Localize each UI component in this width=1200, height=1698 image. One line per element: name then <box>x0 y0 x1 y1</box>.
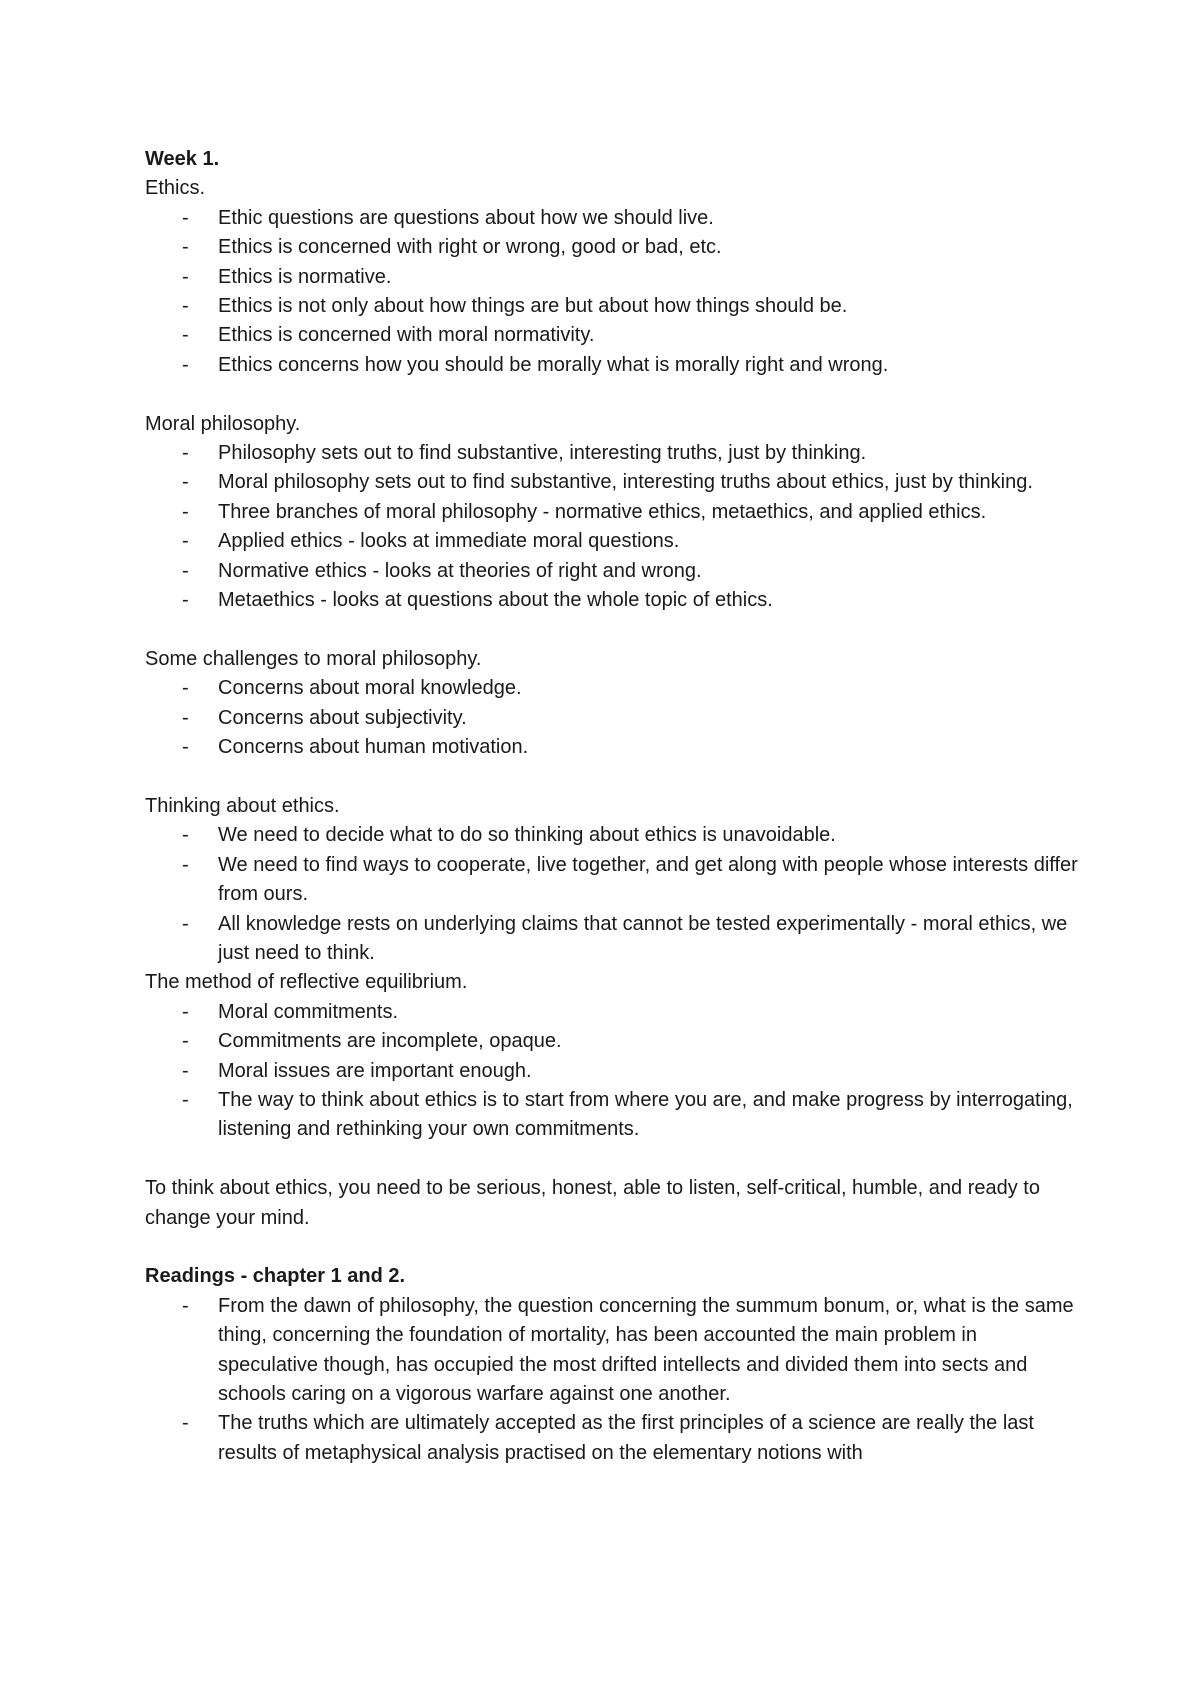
section-title-challenges: Some challenges to moral philosophy. <box>145 647 482 670</box>
list-item-text: We need to find ways to cooperate, live together, and get along with people whose interests differ from ours. <box>218 853 1078 906</box>
bullet-dash: - <box>182 295 189 318</box>
bullet-dash: - <box>182 206 189 229</box>
list-item <box>145 586 1080 615</box>
bullet-dash: - <box>182 324 189 347</box>
list-item-text: Philosophy sets out to find substantive, interesting truths, just by thinking. <box>218 442 867 465</box>
bullet-dash: - <box>182 265 189 288</box>
week-heading: Week 1. <box>145 148 220 170</box>
section-title-reflective-equilibrium: The method of reflective equilibrium. <box>145 971 468 994</box>
list-item-text: Moral issues are important enough. <box>218 1059 532 1082</box>
list-item-text: Ethics is concerned with moral normativity. <box>218 324 595 347</box>
list-item-text: Commitments are incomplete, opaque. <box>218 1030 562 1053</box>
bullet-dash: - <box>182 500 189 523</box>
blank-line <box>145 1145 1080 1174</box>
list-item-text: Ethics concerns how you should be morally what is morally right and wrong. <box>218 353 889 376</box>
list-item-text: Ethics is normative. <box>218 265 392 288</box>
closing-paragraph: To think about ethics, you need to be serious, honest, able to listen, self-critical, humble, and ready to change your mind. <box>145 1177 1040 1229</box>
list-item-text: Concerns about human motivation. <box>218 736 529 759</box>
bullet-dash: - <box>182 1059 189 1082</box>
list-item <box>145 1292 1080 1410</box>
bullet-dash: - <box>182 912 189 935</box>
blank-line <box>145 763 1080 792</box>
list-item <box>145 439 1080 468</box>
list-item-text: We need to decide what to do so thinking about ethics is unavoidable. <box>218 824 836 847</box>
list-item <box>145 351 1080 380</box>
list-item <box>145 233 1080 262</box>
section-title-thinking: Thinking about ethics. <box>145 794 340 817</box>
bullet-dash: - <box>182 736 189 759</box>
bullet-dash: - <box>182 824 189 847</box>
list-item-text: All knowledge rests on underlying claims that cannot be tested experimentally - moral ethics, we just need to think. <box>218 912 1068 964</box>
list-item <box>145 527 1080 556</box>
bullet-dash: - <box>182 530 189 553</box>
list-item-text: The way to think about ethics is to start from where you are, and make progress by interrogating, listening and rethinking your own commitments. <box>218 1088 1073 1141</box>
bullet-list-reflective-equilibrium <box>145 998 1080 1145</box>
bullet-list-challenges <box>145 674 1080 762</box>
list-item <box>145 733 1080 762</box>
bullet-dash: - <box>182 1294 189 1317</box>
bullet-dash: - <box>182 442 189 465</box>
list-item-text: The truths which are ultimately accepted as the first principles of a science are really the last results of metaphysical analysis practised on the elementary notions with <box>218 1412 1034 1464</box>
section-title-ethics: Ethics. <box>145 177 206 200</box>
list-item-text: Metaethics - looks at questions about the whole topic of ethics. <box>218 589 773 612</box>
list-item-text: Three branches of moral philosophy - normative ethics, metaethics, and applied ethics. <box>218 500 987 523</box>
bullet-dash: - <box>182 1000 189 1023</box>
bullet-dash: - <box>182 853 189 876</box>
list-item-text: Moral commitments. <box>218 1000 399 1023</box>
bullet-dash: - <box>182 1030 189 1053</box>
blank-line <box>145 380 1080 409</box>
bullet-dash: - <box>182 1088 189 1111</box>
bullet-list-moral-philosophy <box>145 439 1080 615</box>
list-item <box>145 498 1080 527</box>
list-item-text: Applied ethics - looks at immediate moral questions. <box>218 530 680 553</box>
list-item-text: Moral philosophy sets out to find substantive, interesting truths about ethics, just by thinking. <box>218 471 1033 494</box>
list-item-text: Concerns about subjectivity. <box>218 706 467 729</box>
bullet-list-readings <box>145 1292 1080 1468</box>
list-item <box>145 821 1080 850</box>
blank-line <box>145 615 1080 644</box>
list-item <box>145 321 1080 350</box>
bullet-dash: - <box>182 677 189 700</box>
list-item-text: Concerns about moral knowledge. <box>218 677 522 700</box>
list-item <box>145 468 1080 497</box>
document-page <box>145 145 1080 1468</box>
bullet-dash: - <box>182 589 189 612</box>
bullet-dash: - <box>182 353 189 376</box>
list-item <box>145 263 1080 292</box>
bullet-dash: - <box>182 559 189 582</box>
bullet-list-ethics <box>145 204 1080 380</box>
list-item <box>145 910 1080 969</box>
bullet-dash: - <box>182 1412 189 1435</box>
list-item-text: Ethics is concerned with right or wrong, good or bad, etc. <box>218 236 722 259</box>
list-item <box>145 998 1080 1027</box>
list-item <box>145 851 1080 910</box>
list-item <box>145 557 1080 586</box>
list-item <box>145 674 1080 703</box>
bullet-dash: - <box>182 471 189 494</box>
list-item <box>145 204 1080 233</box>
list-item <box>145 1057 1080 1086</box>
list-item <box>145 704 1080 733</box>
section-title-moral-philosophy: Moral philosophy. <box>145 412 301 435</box>
list-item <box>145 1027 1080 1056</box>
list-item-text: Normative ethics - looks at theories of right and wrong. <box>218 559 702 582</box>
list-item-text: Ethic questions are questions about how we should live. <box>218 206 714 229</box>
list-item <box>145 1086 1080 1145</box>
list-item-text: Ethics is not only about how things are but about how things should be. <box>218 295 848 318</box>
list-item <box>145 1409 1080 1468</box>
list-item <box>145 292 1080 321</box>
bullet-list-thinking <box>145 821 1080 968</box>
bullet-dash: - <box>182 236 189 259</box>
readings-heading: Readings - chapter 1 and 2. <box>145 1265 406 1288</box>
bullet-dash: - <box>182 706 189 729</box>
blank-line <box>145 1233 1080 1262</box>
list-item-text: From the dawn of philosophy, the question concerning the summum bonum, or, what is the same thing, concerning the foundation of mortality, has been accounted the main problem in speculative though, has occupied the most drifted intellects and divided them into sects and schools caring on a vigorous warfare against one another. <box>218 1294 1074 1405</box>
